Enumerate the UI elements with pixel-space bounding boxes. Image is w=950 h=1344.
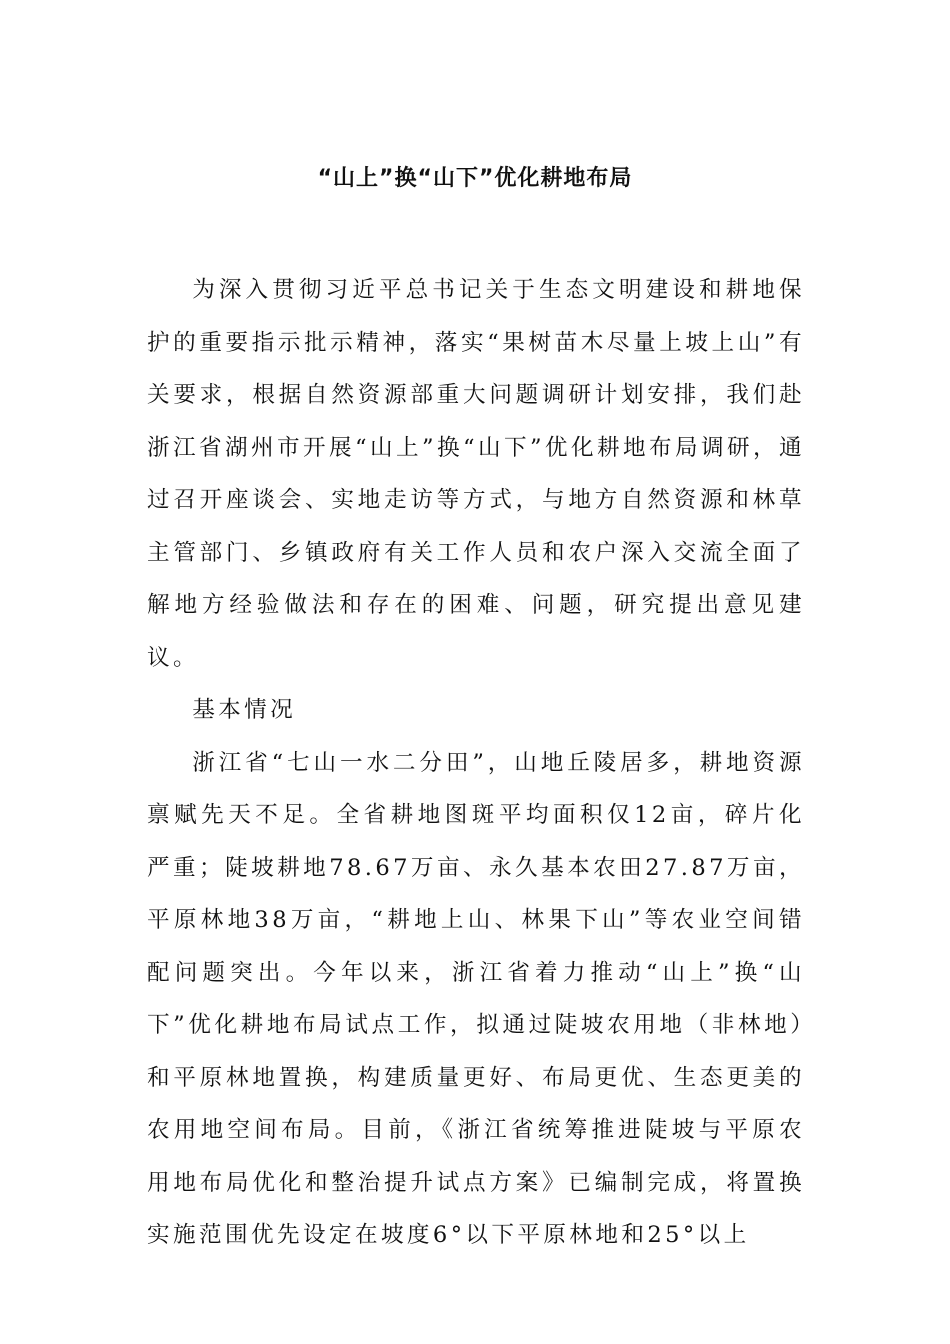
paragraph-basic-situation: 浙江省“七山一水二分田”，山地丘陵居多，耕地资源禀赋先天不足。全省耕地图斑平均面积仅12亩，碎片化严重；陡坡耕地78.67万亩、永久基本农田27.87万亩，平原林地38万亩，“耕地上山、林果下山”等农业空间错配问题突出。今年以来，浙江省着力推动“山上”换“山下”优化耕地布局试点工作，拟通过陡坡农用地（非林地）和平原林地置换，构建质量更好、布局更优、生态更美的农用地空间布局。目前，《浙江省统筹推进陡坡与平原农用地布局优化和整治提升试点方案》已编制完成，将置换实施范围优先设定在坡度6°以下平原林地和25°以上 [147, 749, 805, 1248]
document-title: “山上”换“山下”优化耕地布局 [317, 166, 633, 191]
document-body [147, 264, 805, 1262]
section-heading-basic-situation: 基本情况 [192, 697, 297, 723]
paragraph-intro: 为深入贯彻习近平总书记关于生态文明建设和耕地保护的重要指示批示精神，落实“果树苗木尽量上坡上山”有关要求，根据自然资源部重大问题调研计划安排，我们赴浙江省湖州市开展“山上”换“山下”优化耕地布局调研，通过召开座谈会、实地走访等方式，与地方自然资源和林草主管部门、乡镇政府有关工作人员和农户深入交流全面了解地方经验做法和存在的困难、问题，研究提出意见建议。 [147, 277, 805, 671]
